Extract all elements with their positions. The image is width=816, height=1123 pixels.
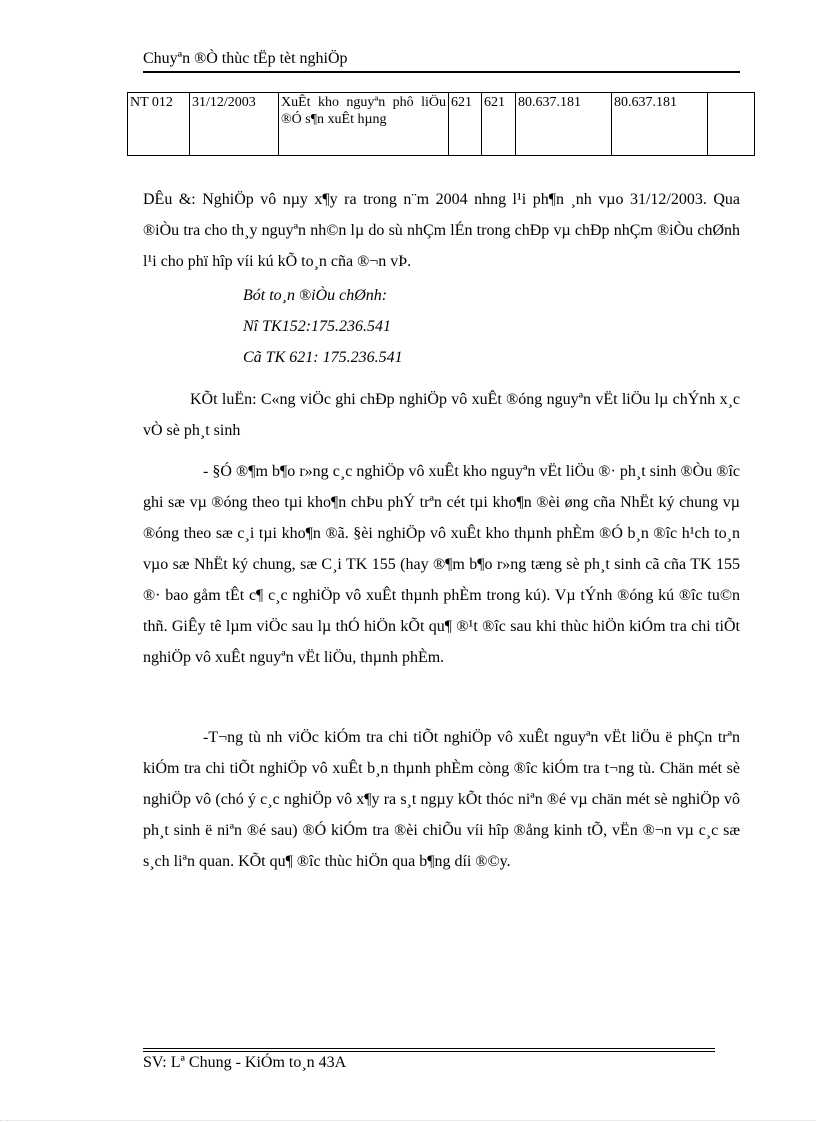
page-footer: SV: Lª Chung - KiÓm to¸n 43A [143, 1054, 347, 1071]
adjustment-debit: Nî TK152:175.236.541 [243, 318, 392, 335]
date-cell: 31/12/2003 [190, 93, 279, 156]
header-divider [143, 71, 740, 73]
paragraph-note: DÊu &: NghiÖp vô nµy x¶y ra trong n¨m 2004 nhng l¹i ph¶n ¸nh vµo 31/12/2003. Qua ®iÒu tra cho th¸y nguyªn nh©n lµ do sù nhÇm lÉn trong chÐp vµ chÐp nhÇm ®iÒu chØnh l¹i cho phï hîp víi kú kÕ to¸n cña ®¬n vÞ. [143, 191, 740, 270]
note-cell [708, 93, 755, 156]
footer-divider-top [143, 1048, 715, 1049]
page-edge [0, 1120, 816, 1121]
credit-account-cell: 621 [482, 93, 516, 156]
paragraph-assurance: - §Ó ®¶m b¶o r»ng c¸c nghiÖp vô xuÊt kho nguyªn vËt liÖu ®· ph¸t sinh ®Òu ®îc ghi sæ vµ ®óng theo tµi kho¶n chÞu phÝ trªn cét tµi kho¶n ®èi øng cña NhËt ký chung vµ ®óng theo sæ c¸i tµi kho¶n ®ã. §èi nghiÖp vô xuÊt kho thµnh phÈm ®Ó b¸n ®îc h¹ch to¸n vµo sæ NhËt ký chung, sæ C¸i TK 155 (hay ®¶m b¶o r»ng tæng sè ph¸t sinh cã cña TK 155 ®· bao gåm tÊt c¶ c¸c nghiÖp vô xuÊt thµnh phÈm trong kú). Vµ tÝnh ®óng kú ®îc tu©n thñ. GiÊy tê lµm viÖc sau lµ thÓ hiÖn kÕt qu¶ ®¹t ®îc sau khi thùc hiÖn kiÓm tra chi tiÕt nghiÖp vô xuÊt nguyªn vËt liÖu, thµnh phÈm. [143, 463, 740, 666]
voucher-no-cell: NT 012 [128, 93, 190, 156]
footer-divider-bottom [143, 1051, 715, 1052]
description-cell: XuÊt kho nguyªn phô liÖu ®Ó s¶n xuÊt hµng [279, 93, 449, 156]
adjustment-title: Bót to¸n ®iÒu chØnh: [243, 287, 388, 304]
adjustment-credit: Cã TK 621: 175.236.541 [243, 349, 403, 366]
debit-account-cell: 621 [449, 93, 482, 156]
table-row [128, 93, 755, 156]
credit-amount-cell: 80.637.181 [612, 93, 708, 156]
debit-amount-cell: 80.637.181 [516, 93, 612, 156]
page-header: Chuyªn ®Ò thùc tËp tèt nghiÖp [143, 50, 348, 67]
paragraph-conclusion: KÕt luËn: C«ng viÖc ghi chÐp nghiÖp vô xuÊt ®óng nguyªn vËt liÖu lµ chÝnh x¸c vÒ sè ph¸t sinh [143, 391, 740, 439]
ledger-table [127, 92, 755, 156]
paragraph-similar-check: -T¬ng tù nh viÖc kiÓm tra chi tiÕt nghiÖp vô xuÊt nguyªn vËt liÖu ë phÇn trªn kiÓm tra chi tiÕt nghiÖp vô xuÊt b¸n thµnh phÈm còng ®îc kiÓm tra t¬ng tù. Chän mét sè nghiÖp vô (chó ý c¸c nghiÖp vô x¶y ra s¸t ngµy kÕt thóc niªn ®é vµ chän mét sè nghiÖp vô ph¸t sinh ë niªn ®é sau) ®Ó kiÓm tra ®èi chiÕu víi hîp ®ång kinh tÕ, vËn ®¬n vµ c¸c sæ s¸ch liªn quan. KÕt qu¶ ®îc thùc hiÖn qua b¶ng díi ®©y. [143, 729, 740, 870]
